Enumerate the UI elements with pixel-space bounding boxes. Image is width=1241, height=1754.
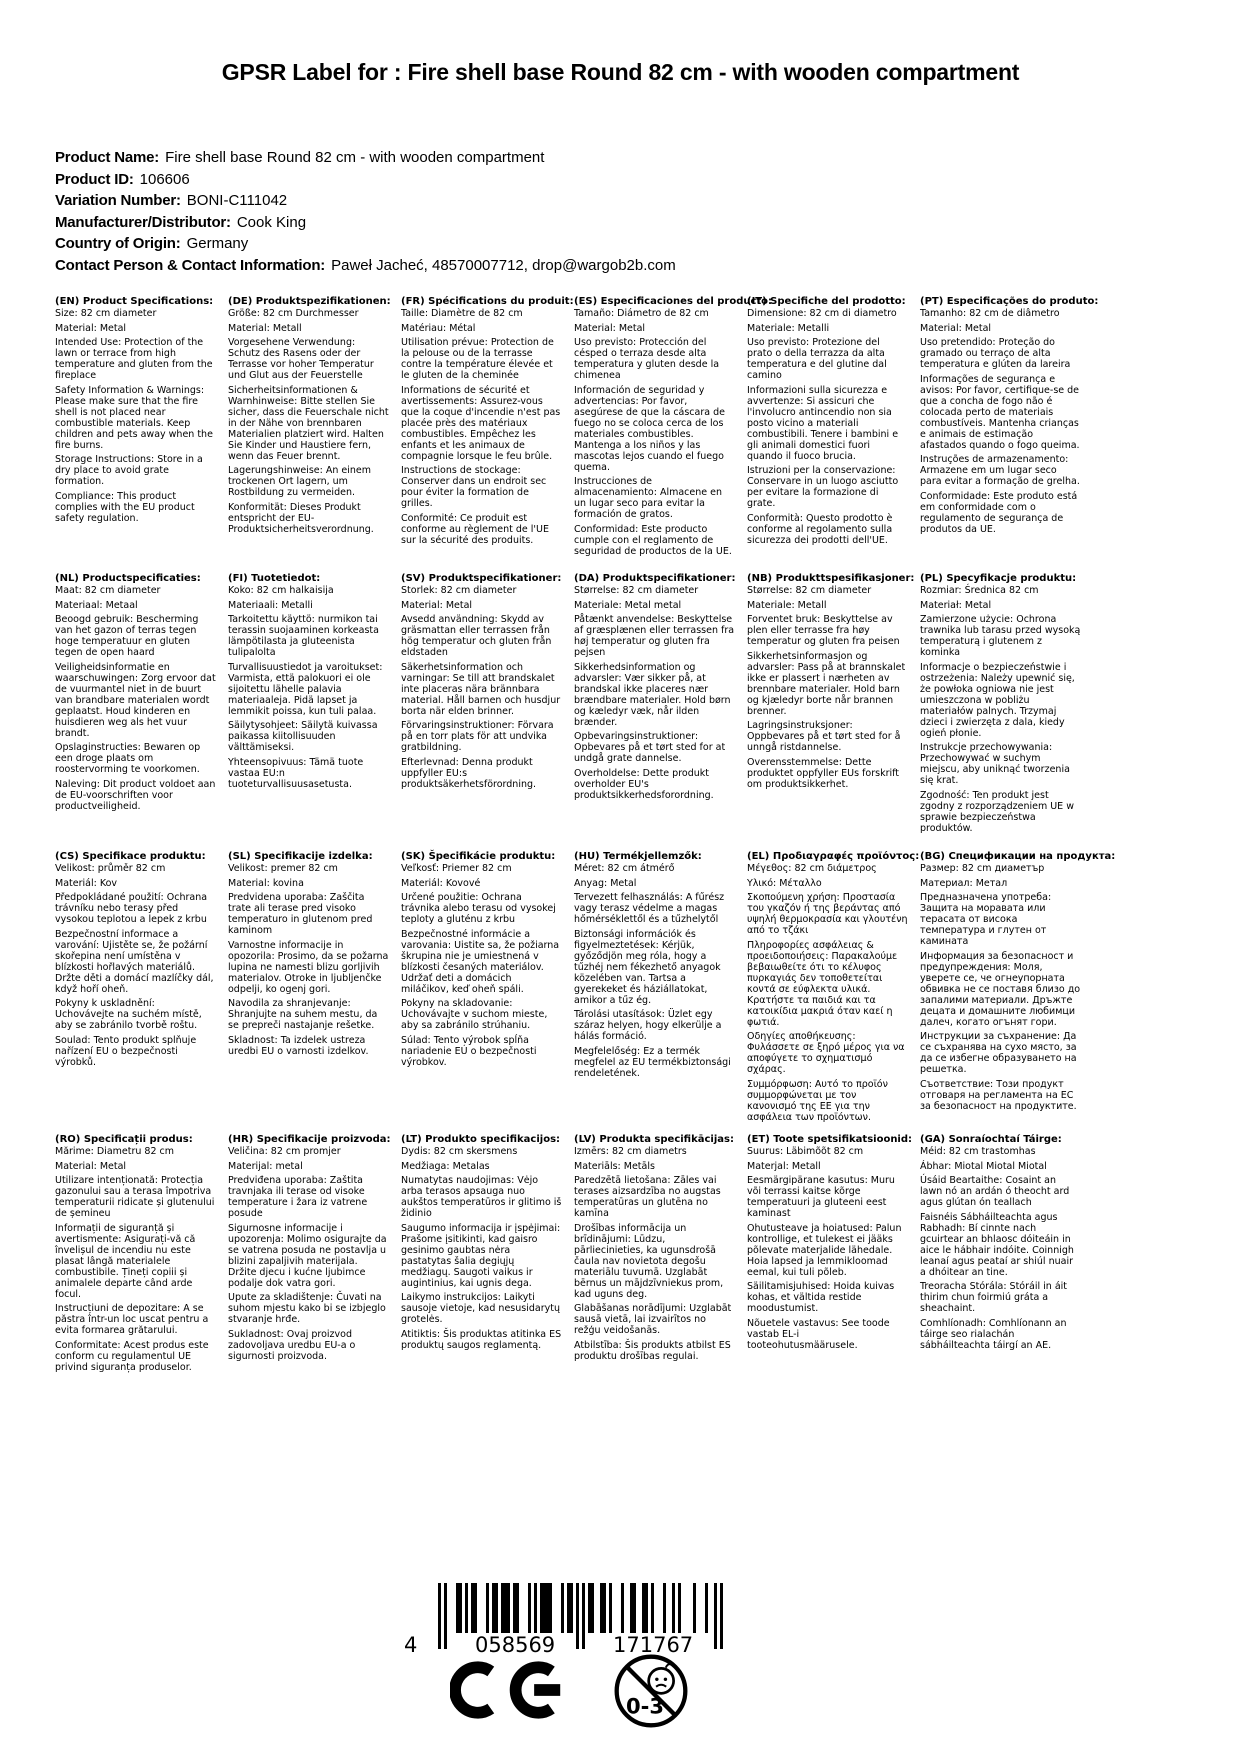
spec-paragraph: Size: 82 cm diameter — [55, 308, 157, 319]
spec-heading: (NL) Productspecificaties: — [55, 573, 201, 584]
spec-paragraph: Material: Metall — [228, 322, 302, 334]
spec-heading: (DA) Produktspecifikationer: — [574, 573, 736, 584]
spec-paragraph: Compliance: This product complies with the EU product safety regulation. — [55, 490, 195, 524]
spec-paragraph: Σκοπούμενη χρήση: Προστασία του γκαζόν ή της βεράντας από υψηλή θερμοκρασία και γλουτένη από το τζάκι — [747, 892, 908, 936]
spec-paragraph: Turvallisuustiedot ja varoitukset: Varmista, että palokuori ei ole sijoitettu lähelle palavia materiaaleja. Pidä lapset ja lemmikit poissa, kun tuli palaa. — [228, 661, 383, 717]
spec-paragraph: Material: Metal — [920, 322, 992, 334]
product-info-label: Product ID: — [55, 170, 134, 188]
product-info-line — [55, 255, 1155, 277]
spec-paragraph: Instrucțiuni de depozitare: A se păstra într-un loc uscat pentru a evita formarea grătarului. — [55, 1303, 209, 1336]
spec-block-hu — [574, 851, 747, 1134]
spec-paragraph: Материал: Метал — [920, 877, 1008, 889]
spec-paragraph: Avsedd användning: Skydd av gräsmattan eller terrassen från hög temperatur och gluten från eldstaden — [401, 614, 552, 658]
spec-block-da — [574, 573, 747, 851]
spec-paragraph: Material: kovina — [228, 877, 304, 889]
spec-heading: (FR) Spécifications du produit: — [401, 296, 574, 307]
product-info-value: 106606 — [139, 170, 190, 188]
spec-paragraph: Tamaño: Diámetro de 82 cm — [574, 308, 709, 319]
spec-block-nl — [55, 573, 228, 851]
spec-heading: (SV) Produktspecifikationer: — [401, 573, 562, 584]
spec-paragraphs — [55, 308, 216, 524]
spec-paragraph: Biztonsági információk és figyelmeztetések: Kérjük, győződjön meg róla, hogy a tűzhéj nem fékezhető anyagok közelében van. Tartsa a gyerekeket és háziállatokat, amikor a tűz ég. — [574, 928, 721, 1006]
spec-block-nb — [747, 573, 920, 851]
barcode-digit-group2: 171767 — [610, 1633, 696, 1657]
spec-paragraph: Πληροφορίες ασφάλειας & προειδοποιήσεις: Παρακαλούμε βεβαιωθείτε ότι το κέλυφος πυρκαγιάς δεν τοποθετείται κοντά σε εύφλεκτα υλικά. Κρατήστε τα παιδιά και τα κατοικίδια μακριά όταν καεί η φωτιά. — [747, 939, 898, 1028]
product-info-section — [55, 147, 1155, 276]
product-info-line — [55, 212, 1155, 234]
spec-block-ga — [920, 1134, 1093, 1376]
spec-paragraph: Informations de sécurité et avertissements: Assurez-vous que la coque d'incendie n'est pas placée près des matériaux combustibles. Empêchez les enfants et les animaux de compagnie lorsque le feu brûle. — [401, 384, 561, 462]
product-info-label: Manufacturer/Distributor: — [55, 213, 231, 231]
spec-paragraph: Bezpečnostní informace a varování: Ujistěte se, že požární skořepina není umístěna v blízkosti hořlavých materiálů. Držte děti a domácí mazlíčky dál, když hoří oheň. — [55, 928, 214, 995]
spec-heading: (ET) Toote spetsifikatsioonid: — [747, 1134, 913, 1145]
spec-paragraph: Utilisation prévue: Protection de la pelouse ou de la terrasse contre la température élevée et le gluten de la cheminée — [401, 337, 554, 381]
spec-paragraph: Uso pretendido: Proteção do gramado ou terraço de alta temperatura e glúten da lareira — [920, 337, 1071, 370]
product-info-value: Germany — [186, 235, 249, 252]
spec-paragraph: Matériau: Métal — [401, 322, 476, 334]
spec-paragraph: Material: Metal — [55, 1160, 127, 1172]
product-info-value: Paweł Jacheć, 48570007712, drop@wargob2b.com — [331, 256, 676, 274]
spec-paragraph: Materiāls: Metāls — [574, 1160, 655, 1172]
spec-paragraph: Instrucciones de almacenamiento: Almacene en un lugar seco para evitar la formación de gratos. — [574, 476, 722, 520]
spec-paragraph: Megfelelőség: Ez a termék megfelel az EU termékbiztonsági rendeletének. — [574, 1045, 731, 1079]
spec-paragraph: Pokyny k uskladnění: Uchovávejte na suchém místě, aby se zabránilo tvorbě roštu. — [55, 998, 202, 1031]
document-title-wrap — [0, 56, 1241, 89]
spec-paragraphs — [401, 585, 562, 790]
spec-paragraph: Forventet bruk: Beskyttelse av plen eller terrasse fra høy temperatur og gluten fra peisen — [747, 614, 900, 647]
spec-paragraph: Předpokládané použití: Ochrana trávníku nebo terasy před vysokou teplotou a lepek z krbu — [55, 892, 208, 925]
spec-block-pl — [920, 573, 1093, 851]
spec-paragraph: Størrelse: 82 cm diameter — [747, 585, 872, 596]
spec-paragraph: Drošības informācija un brīdinājumi: Lūdzu, pārliecinieties, ka ugunsdrošā čaula nav novietota degošu materiālu tuvumā. Uzglabāt bērnus un mājdzīvniekus prom, kad uguns deg. — [574, 1222, 724, 1300]
spec-paragraph: Conformidade: Este produto está em conformidade com o regulamento de segurança de produtos da UE. — [920, 490, 1078, 535]
spec-paragraph: Informações de segurança e avisos: Por favor, certifique-se de que a concha de fogo não é colocada perto de materiais combustíveis. Mantenha crianças e animais de estimação afastados quando o fogo queima. — [920, 373, 1080, 451]
spec-paragraph: Sicherheitsinformationen & Warnhinweise: Bitte stellen Sie sicher, dass die Feuerschale nicht in der Nähe von brennbaren Materialien platziert wird. Halten Sie Kinder und Haustiere fern, wenn das Feuer brennt. — [228, 384, 389, 462]
spec-paragraph: Utilizare intenționată: Protecția gazonului sau a terasa împotriva temperaturii ridicate și glutenului de șemineu — [55, 1175, 215, 1219]
spec-paragraph: Mărime: Diametru 82 cm — [55, 1146, 175, 1157]
spec-heading: (EL) Προδιαγραφές προϊόντος: — [747, 851, 920, 862]
spec-paragraph: Glabāšanas norādījumi: Uzglabāt sausā vietā, lai izvairītos no režģu veidošanās. — [574, 1303, 732, 1336]
spec-paragraph: Bezpečnostné informácie a varovania: Uistite sa, že požiarna škrupina nie je umiestnená v blízkosti česaných materiálov. Udržať deti a domácich miláčikov, keď oheň spáli. — [401, 928, 560, 995]
spec-paragraph: Materiál: Kovové — [401, 877, 481, 889]
spec-heading: (NB) Produkttspesifikasjoner: — [747, 573, 915, 584]
spec-heading: (PT) Especificações do produto: — [920, 296, 1099, 307]
spec-heading: (LT) Produkto specifikacijos: — [401, 1134, 561, 1145]
spec-paragraph: Instrukcje przechowywania: Przechowywać w suchym miejscu, aby uniknąć tworzenia się krat. — [920, 742, 1070, 786]
spec-paragraphs — [920, 308, 1081, 535]
spec-paragraph: Efterlevnad: Denna produkt uppfyller EU:s produktsäkerhetsförordning. — [401, 756, 537, 790]
spec-paragraph: Atbilstība: Šis produkts atbilst ES produktu drošības regulai. — [574, 1339, 731, 1362]
spec-paragraph: Veiligheidsinformatie en waarschuwingen: Zorg ervoor dat de vuurmantel niet in de buurt van brandbare materialen wordt geplaatst. Houd kinderen en huisdieren weg als het vuur brandt. — [55, 661, 216, 739]
spec-heading: (SK) Špecifikácie produktu: — [401, 851, 556, 862]
spec-paragraph: Opbevaringsinstruktioner: Opbevares på et tørt sted for at undgå grate dannelse. — [574, 731, 726, 764]
product-info-value: BONI-C111042 — [186, 192, 288, 209]
spec-paragraph: Предназначена употреба: Защита на моравата или терасата от висока температура и глутен от камината — [920, 892, 1052, 947]
spec-paragraphs — [920, 863, 1081, 1112]
spec-paragraph: Säkerhetsinformation och varningar: Se till att brandskalet inte placeras nära brännbara material. Håll barnen och husdjur borta när elden brinner. — [401, 661, 561, 717]
spec-block-sk — [401, 851, 574, 1134]
product-info-label: Variation Number: — [55, 192, 181, 209]
product-info-line — [55, 169, 1155, 191]
spec-paragraph: Faisnéis Sábháilteachta agus Rabhadh: Bí cinnte nach gcuirtear an bhlaosc dóiteáin in aice le hábhair indóite. Coinnigh leanaí agus peataí ar shiúl nuair a dhóitear an tine. — [920, 1211, 1074, 1278]
spec-paragraph: Intended Use: Protection of the lawn or terrace from high temperature and gluten from the fireplace — [55, 337, 213, 381]
product-info-label: Contact Person & Contact Information: — [55, 256, 326, 274]
spec-block-fi — [228, 573, 401, 851]
spec-block-es — [574, 296, 773, 573]
spec-paragraph: Υλικό: Μέταλλο — [747, 877, 822, 889]
product-info-value: Cook King — [236, 213, 307, 231]
spec-paragraph: Informazioni sulla sicurezza e avvertenze: Si assicuri che l'involucro antincendio non sia posto vicino a materiali combustibili. Tenere i bambini e gli animali domestici fuori quando il fuoco brucia. — [747, 384, 899, 462]
spec-paragraph: Úsáid Beartaithe: Cosaint an lawn nó an ardán ó theocht ard agus glútan ón teallach — [920, 1175, 1070, 1208]
spec-paragraph: Materiał: Metal — [920, 599, 992, 611]
spec-block-lt — [401, 1134, 574, 1376]
spec-block-ro — [55, 1134, 228, 1376]
spec-paragraphs — [747, 308, 908, 546]
spec-paragraph: Veličina: 82 cm promjer — [228, 1146, 341, 1157]
spec-paragraph: Suurus: Läbimõõt 82 cm — [747, 1146, 864, 1157]
spec-paragraph: Pokyny na skladovanie: Uchovávajte v suchom mieste, aby sa zabránilo strúhaniu. — [401, 998, 548, 1031]
spec-paragraph: Atitiktis: Šis produktas atitinka ES produktų saugos reglamentą. — [401, 1328, 562, 1351]
spec-paragraph: Инструкции за съхранение: Да се съхранява на сухо място, за да се избегне образуването на решетка. — [920, 1031, 1077, 1075]
spec-paragraphs — [55, 863, 216, 1068]
spec-heading: (DE) Produktspezifikationen: — [228, 296, 391, 307]
spec-paragraph: Eesmärgipärane kasutus: Muru või terrassi kaitse kõrge temperatuuri ja gluteeni eest kaminast — [747, 1175, 895, 1219]
svg-text:0-3: 0-3 — [626, 1693, 665, 1719]
spec-paragraph: Tervezett felhasználás: A fűrész vagy terasz védelme a magas hőmérséklettől és a tűzhelytől — [574, 892, 725, 925]
spec-block-hr — [228, 1134, 401, 1376]
spec-grid — [55, 296, 1116, 1376]
spec-paragraph: Materiale: Metall — [747, 599, 827, 611]
spec-paragraph: Naleving: Dit product voldoet aan de EU-voorschriften voor productveiligheid. — [55, 778, 216, 812]
spec-paragraph: Uso previsto: Protezione del prato o della terrazza da alta temperatura e del glutine dal camino — [747, 337, 887, 381]
spec-heading: (FI) Tuotetiedot: — [228, 573, 321, 584]
spec-paragraph: Safety Information & Warnings: Please make sure that the fire shell is not placed near combustible materials. Keep children and pets away when the fire burns. — [55, 384, 213, 451]
spec-paragraph: Storlek: 82 cm diameter — [401, 585, 517, 596]
spec-paragraph: Méret: 82 cm átmérő — [574, 863, 675, 874]
spec-heading: (LV) Produkta specifikācijas: — [574, 1134, 734, 1145]
product-info-label: Product Name: — [55, 149, 160, 166]
spec-paragraph: Säilytysohjeet: Säilytä kuivassa paikassa kiitollisuuden välttämiseksi. — [228, 720, 378, 753]
spec-paragraph: Maat: 82 cm diameter — [55, 585, 161, 596]
spec-paragraph: Laikymo instrukcijos: Laikyti sausoje vietoje, kad nesusidarytų grotelės. — [401, 1292, 560, 1325]
ce-mark-icon — [450, 1660, 572, 1725]
spec-block-de — [228, 296, 401, 573]
spec-paragraph: Materiál: Kov — [55, 877, 118, 889]
barcode-digit-group1: 058569 — [472, 1633, 558, 1657]
spec-paragraph: Dimensione: 82 cm di diametro — [747, 308, 897, 319]
spec-paragraphs — [574, 585, 735, 801]
spec-paragraphs — [574, 1146, 735, 1362]
spec-paragraph: Informații de siguranță și avertismente: Asigurați-vă că învelișul de incendiu nu este plasat lângă materialele combustibile. Țineți copiii și animalele departe când arde focul. — [55, 1222, 196, 1300]
spec-paragraph: Taille: Diamètre de 82 cm — [401, 308, 523, 319]
spec-paragraph: Información de seguridad y advertencias: Por favor, asegúrese de que la cáscara de fuego no se coloca cerca de los materiales combustibles. Mantenga a los niños y las mascotas lejos cuando el fuego quema. — [574, 384, 725, 473]
spec-paragraph: Съответствие: Този продукт отговаря на регламента на ЕС за безопасност на продуктите. — [920, 1078, 1077, 1112]
spec-paragraph: Συμμόρφωση: Αυτό το προϊόν συμμορφώνεται με τον κανονισμό της ΕΕ για την ασφάλεια των προϊόντων. — [747, 1078, 888, 1123]
spec-block-en — [55, 296, 228, 573]
spec-paragraph: Tarkoitettu käyttö: nurmikon tai terassin suojaaminen korkeasta lämpötilasta ja gluteenista tulipalolta — [228, 614, 379, 658]
spec-paragraph: Material: Metal — [55, 322, 127, 334]
spec-paragraph: Comhlíonadh: Comhlíonann an táirge seo rialachán sábháilteachta táirgí an AE. — [920, 1317, 1067, 1351]
spec-paragraph: Sikkerhetsinformasjon og advarsler: Pass på at brannskalet ikke er plassert i nærheten av brennbare materialer. Hold barn og kjæledyr borte når brannen brenner. — [747, 650, 906, 717]
spec-paragraph: Méid: 82 cm trastomhas — [920, 1146, 1036, 1157]
spec-heading: (EN) Product Specifications: — [55, 296, 214, 307]
spec-paragraph: Beoogd gebruik: Bescherming van het gazon of terras tegen hoge temperatuur en gluten tegen de open haard — [55, 614, 199, 658]
spec-paragraph: Material: Metal — [574, 322, 646, 334]
spec-paragraph: Tamanho: 82 cm de diâmetro — [920, 308, 1060, 319]
spec-block-et — [747, 1134, 920, 1376]
spec-paragraph: Určené použitie: Ochrana trávnika alebo terasu od vysokej teploty a gluténu z krbu — [401, 892, 556, 925]
spec-paragraph: Instructions de stockage: Conserver dans un endroit sec pour éviter la formation de grilles. — [401, 465, 547, 509]
spec-paragraphs — [401, 863, 562, 1068]
spec-paragraph: Rozmiar: Średnica 82 cm — [920, 585, 1039, 596]
product-info-value: Fire shell base Round 82 cm - with wooden compartment — [165, 149, 545, 166]
spec-heading: (HU) Termékjellemzők: — [574, 851, 702, 862]
spec-block-lv — [574, 1134, 747, 1376]
spec-block-sl — [228, 851, 401, 1134]
spec-paragraph: Størrelse: 82 cm diameter — [574, 585, 699, 596]
spec-paragraph: Velikost: průměr 82 cm — [55, 863, 166, 874]
spec-heading: (CS) Specifikace produktu: — [55, 851, 206, 862]
spec-block-it — [747, 296, 920, 573]
spec-paragraphs — [920, 1146, 1081, 1351]
spec-paragraphs — [55, 585, 216, 812]
spec-heading: (IT) Specifiche del prodotto: — [747, 296, 906, 307]
spec-paragraphs — [401, 308, 562, 546]
spec-paragraphs — [401, 1146, 562, 1351]
spec-block-el — [747, 851, 920, 1134]
spec-paragraph: Materiale: Metal metal — [574, 599, 682, 611]
spec-paragraph: Zgodność: Ten produkt jest zgodny z rozporządzeniem UE w sprawie bezpieczeństwa produktów. — [920, 789, 1074, 834]
spec-paragraph: Upute za skladištenje: Čuvati na suhom mjestu kako bi se izbjeglo stvaranje hrđe. — [228, 1292, 386, 1325]
spec-paragraph: Opslaginstructies: Bewaren op een droge plaats om roostervorming te voorkomen. — [55, 742, 201, 775]
spec-paragraph: Súlad: Tento výrobok spĺňa nariadenie EÚ o bezpečnosti výrobkov. — [401, 1034, 537, 1068]
spec-block-pt — [920, 296, 1099, 573]
spec-paragraph: Konformität: Dieses Produkt entspricht der EU-Produktsicherheitsverordnung. — [228, 501, 374, 535]
spec-paragraph: Anyag: Metal — [574, 877, 637, 889]
spec-paragraph: Materiaal: Metaal — [55, 599, 138, 611]
spec-paragraph: Zamierzone użycie: Ochrona trawnika lub tarasu przed wysoką temperaturą i glutenem z kominka — [920, 614, 1081, 658]
product-info-line — [55, 233, 1155, 255]
spec-block-fr — [401, 296, 574, 573]
spec-block-bg — [920, 851, 1116, 1134]
spec-paragraph: Saugumo informacija ir įspėjimai: Prašome įsitikinti, kad gaisro gesinimo gaubtas nėra pastatytas šalia degiųjų medžiagų. Saugoti vaikus ir augintinius, kai ugnis dega. — [401, 1222, 561, 1289]
spec-paragraph: Yhteensopivuus: Tämä tuote vastaa EU:n tuoteturvallisuusasetusta. — [228, 756, 364, 790]
spec-paragraph: Conformitate: Acest produs este conform cu regulamentul UE privind siguranța produselor. — [55, 1339, 209, 1373]
spec-paragraph: Velikost: premer 82 cm — [228, 863, 338, 874]
spec-paragraphs — [228, 1146, 389, 1362]
spec-paragraph: Storage Instructions: Store in a dry place to avoid grate formation. — [55, 454, 203, 487]
spec-heading: (PL) Specyfikacje produktu: — [920, 573, 1077, 584]
product-info-line — [55, 147, 1155, 169]
spec-paragraph: Materiale: Metalli — [747, 322, 830, 334]
spec-paragraphs — [747, 1146, 908, 1351]
barcode — [404, 1583, 762, 1657]
spec-paragraph: Instruções de armazenamento: Armazene em um lugar seco para evitar a formação de grelha. — [920, 454, 1080, 487]
spec-paragraph: Veľkosť: Priemer 82 cm — [401, 863, 512, 874]
spec-paragraph: Säilitamisjuhised: Hoida kuivas kohas, et vältida restide moodustumist. — [747, 1281, 895, 1314]
spec-paragraph: Navodila za shranjevanje: Shranjujte na suhem mestu, da se prepreči nastajanje rešetke. — [228, 998, 378, 1031]
spec-paragraph: Paredzētā lietošana: Zāles vai terases aizsardzība no augstas temperatūras un glutēna no kamīna — [574, 1175, 721, 1219]
spec-paragraph: Tárolási utasítások: Üzlet egy száraz helyen, hogy elkerülje a hálás formáció. — [574, 1009, 722, 1042]
spec-paragraph: Lagerungshinweise: An einem trockenen Ort lagern, um Rostbildung zu vermeiden. — [228, 465, 372, 498]
spec-paragraph: Informacje o bezpieczeństwie i ostrzeżenia: Należy upewnić się, że powłoka ogniowa nie jest umieszczona w pobliżu materiałów palnych. Trzymaj dzieci i zwierzęta z dala, kiedy ogień płonie. — [920, 661, 1075, 739]
age-warning-0-3-icon — [612, 1652, 690, 1735]
spec-heading: (ES) Especificaciones del producto: — [574, 296, 773, 307]
spec-paragraph: Conformidad: Este producto cumple con el reglamento de seguridad de productos de la UE. — [574, 523, 732, 557]
spec-paragraph: Varnostne informacije in opozorila: Prosimo, da se požarna lupina ne namesti blizu gorljivih materialov. Otroke in ljubljenčke odpelji, ko ogenj gori. — [228, 939, 389, 995]
spec-heading: (SL) Specifikacije izdelka: — [228, 851, 373, 862]
spec-paragraph: Numatytas naudojimas: Vėjo arba terasos apsauga nuo aukštos temperatūros ir glitimo iš židinio — [401, 1175, 562, 1219]
spec-paragraph: Overholdelse: Dette produkt overholder EU's produktsikkerhedsforordning. — [574, 767, 714, 801]
spec-paragraph: Förvaringsinstruktioner: Förvara på en torr plats för att undvika gratbildning. — [401, 720, 554, 753]
spec-paragraph: Treoracha Stórála: Stóráil in áit thirim chun foirmiú gráta a sheachaint. — [920, 1281, 1068, 1314]
page-title: GPSR Label for : Fire shell base Round 82 cm - with wooden compartment — [221, 59, 1020, 85]
spec-block-sv — [401, 573, 574, 851]
spec-paragraph: Materjal: Metall — [747, 1160, 821, 1172]
spec-paragraph: Skladnost: Ta izdelek ustreza uredbi EU o varnosti izdelkov. — [228, 1034, 369, 1057]
spec-paragraphs — [574, 308, 735, 557]
spec-paragraph: Sigurnosne informacije i upozorenja: Molimo osigurajte da se vatrena posuda ne postavlja u blizini zapaljivih materijala. Držite djecu i kućne ljubimce podalje dok vatra gori. — [228, 1222, 387, 1289]
spec-paragraph: Medžiaga: Metalas — [401, 1160, 490, 1172]
spec-paragraph: Ohutusteave ja hoiatused: Palun kontrollige, et tulekest ei jääks põlevate materjalide lähedale. Hoia lapsed ja lemmikloomad eemal, kui tuli põleb. — [747, 1222, 902, 1278]
spec-paragraph: Uso previsto: Protección del césped o terraza desde alta temperatura y gluten desde la chimenea — [574, 337, 720, 381]
spec-paragraphs — [228, 585, 389, 790]
spec-paragraph: Istruzioni per la conservazione: Conservare in un luogo asciutto per evitare la formazione di grate. — [747, 465, 899, 509]
spec-paragraph: Materiaali: Metalli — [228, 599, 313, 611]
spec-paragraph: Размер: 82 cm диаметър — [920, 863, 1045, 874]
spec-paragraph: Sukladnost: Ovaj proizvod zadovoljava uredbu EU-a o sigurnosti proizvoda. — [228, 1328, 356, 1362]
spec-paragraph: Overensstemmelse: Dette produktet oppfyller EUs forskrift om produktsikkerhet. — [747, 756, 900, 790]
spec-paragraphs — [228, 308, 389, 535]
spec-paragraph: Predviđena uporaba: Zaštita travnjaka ili terase od visoke temperature i žara iz vatrene posude — [228, 1175, 368, 1219]
spec-paragraph: Größe: 82 cm Durchmesser — [228, 308, 359, 319]
spec-paragraph: Soulad: Tento produkt splňuje nařízení EU o bezpečnosti výrobků. — [55, 1034, 197, 1068]
spec-paragraphs — [228, 863, 389, 1057]
spec-paragraphs — [574, 863, 735, 1079]
spec-paragraph: Sikkerhedsinformation og advarsler: Vær sikker på, at brandskal ikke placeres nær brændbare materialer. Hold børn og kæledyr væk, når ilden brænder. — [574, 661, 731, 728]
spec-paragraph: Lagringsinstruksjoner: Oppbevares på et tørt sted for å unngå ristdannelse. — [747, 720, 901, 753]
spec-paragraph: Påtænkt anvendelse: Beskyttelse af græsplænen eller terrassen fra høj temperatur og gluten fra pejsen — [574, 614, 735, 658]
spec-paragraph: Vorgesehene Verwendung: Schutz des Rasens oder der Terrasse vor hoher Temperatur und Glut aus der Feuerstelle — [228, 337, 374, 381]
spec-paragraph: Conformité: Ce produit est conforme au règlement de l'UE sur la sécurité des produits. — [401, 512, 549, 546]
spec-paragraph: Μέγεθος: 82 cm διάμετρος — [747, 863, 877, 874]
spec-paragraphs — [920, 585, 1081, 834]
spec-heading: (HR) Specifikacije proizvoda: — [228, 1134, 391, 1145]
spec-block-cs — [55, 851, 228, 1134]
spec-paragraph: Izmērs: 82 cm diametrs — [574, 1146, 687, 1157]
spec-paragraph: Οδηγίες αποθήκευσης: Φυλάσσετε σε ξηρό μέρος για να αποφύγετε το σχηματισμό σχάρας. — [747, 1031, 905, 1075]
spec-paragraph: Conformità: Questo prodotto è conforme al regolamento sulla sicurezza dei prodotti dell'UE. — [747, 512, 893, 546]
spec-paragraphs — [747, 863, 908, 1123]
barcode-digit-left: 4 — [404, 1633, 418, 1657]
spec-paragraph: Ábhar: Miotal Miotal Miotal — [920, 1160, 1047, 1172]
spec-paragraphs — [55, 1146, 216, 1373]
spec-paragraph: Materijal: metal — [228, 1160, 303, 1172]
spec-paragraph: Dydis: 82 cm skersmens — [401, 1146, 518, 1157]
spec-heading: (RO) Specificații produs: — [55, 1134, 193, 1145]
spec-paragraph: Koko: 82 cm halkaisija — [228, 585, 334, 596]
spec-paragraph: Информация за безопасност и предупреждения: Моля, уверете се, че огнеупорната обвивка не се поставя близо до запалими материали. Дръжте децата и домашните любимци далеч, когато огънят гори. — [920, 950, 1081, 1028]
product-info-label: Country of Origin: — [55, 235, 181, 252]
spec-heading: (BG) Спецификации на продукта: — [920, 851, 1116, 862]
spec-heading: (GA) Sonraíochtaí Táirge: — [920, 1134, 1062, 1145]
spec-paragraph: Nõuetele vastavus: See toode vastab EL-i tooteohutusmäärusele. — [747, 1317, 890, 1351]
spec-paragraph: Predvidena uporaba: Zaščita trate ali terase pred visoko temperaturo in glutenom pred kaminom — [228, 892, 373, 936]
product-info-line — [55, 190, 1155, 212]
spec-paragraph: Material: Metal — [401, 599, 473, 611]
spec-paragraphs — [747, 585, 908, 790]
